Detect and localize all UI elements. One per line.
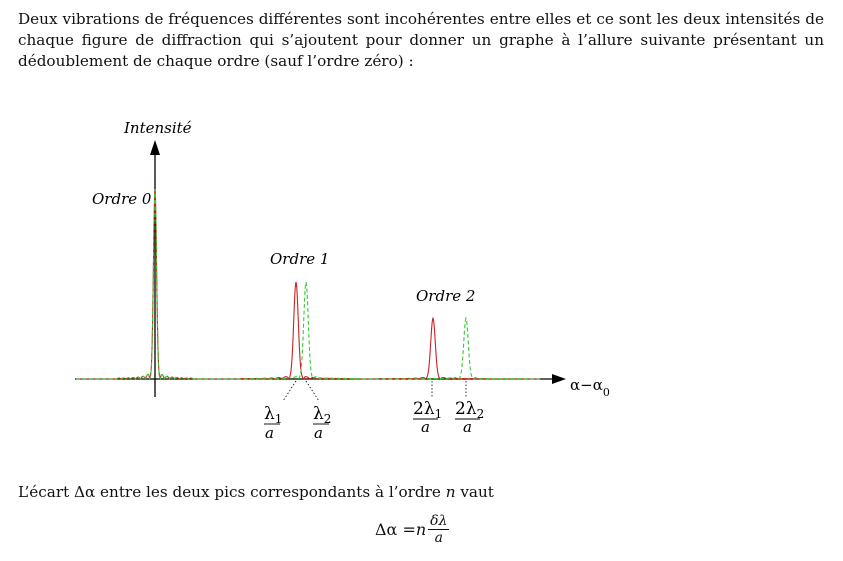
diffraction-figure	[0, 110, 843, 450]
svg-text:a: a	[421, 418, 430, 436]
tick-label-2lambda2-over-a	[455, 399, 484, 436]
tick-label-lambda1-over-a	[264, 404, 282, 442]
y-axis-label: Intensité	[124, 119, 192, 137]
order-0-label: Ordre 0	[92, 190, 152, 208]
leader-l2	[306, 381, 319, 401]
formula-n: n	[415, 520, 427, 539]
tick-label-2lambda1-over-a	[413, 399, 442, 436]
formula-lhs: Δα =	[375, 520, 416, 539]
curve-lambda1	[76, 189, 540, 379]
curve-lambda2	[76, 189, 540, 379]
svg-text:λ1: $\lambda_1$	[264, 404, 283, 426]
svg-text:λ2: $\lambda_2$	[313, 404, 332, 426]
formula-fraction: $\frac{\delta\lambda}{a}$	[430, 513, 448, 546]
delta-alpha-formula	[375, 513, 449, 546]
intro-paragraph: Deux vibrations de fréquences différentes sont incohérentes entre elles et ce sont les deux intensités de chaque figure de diffraction qui s’ajoutent pour donner un graphe à l’allure suivante présentant un dédoublement de chaque ordre (sauf l’ordre zéro) :	[18, 10, 824, 70]
y-axis-arrow	[150, 140, 160, 155]
order-2-label: Ordre 2	[416, 287, 476, 305]
svg-text:2λ1: $2\lambda_1$	[413, 399, 443, 421]
svg-text:a: a	[265, 424, 274, 442]
svg-text:a: a	[314, 424, 323, 442]
svg-text:2λ2: $2\lambda_2$	[455, 399, 485, 421]
x-axis-label: $\alpha-\alpha_0$	[570, 376, 610, 399]
tick-label-lambda2-over-a	[313, 404, 331, 442]
x-axis-arrow	[552, 374, 566, 384]
svg-text:a: a	[463, 418, 472, 436]
order-1-label: Ordre 1	[270, 250, 330, 268]
leader-l1	[283, 381, 296, 401]
conclusion-text: L’écart Δα entre les deux pics correspondants à l’ordre n vaut	[18, 483, 494, 501]
